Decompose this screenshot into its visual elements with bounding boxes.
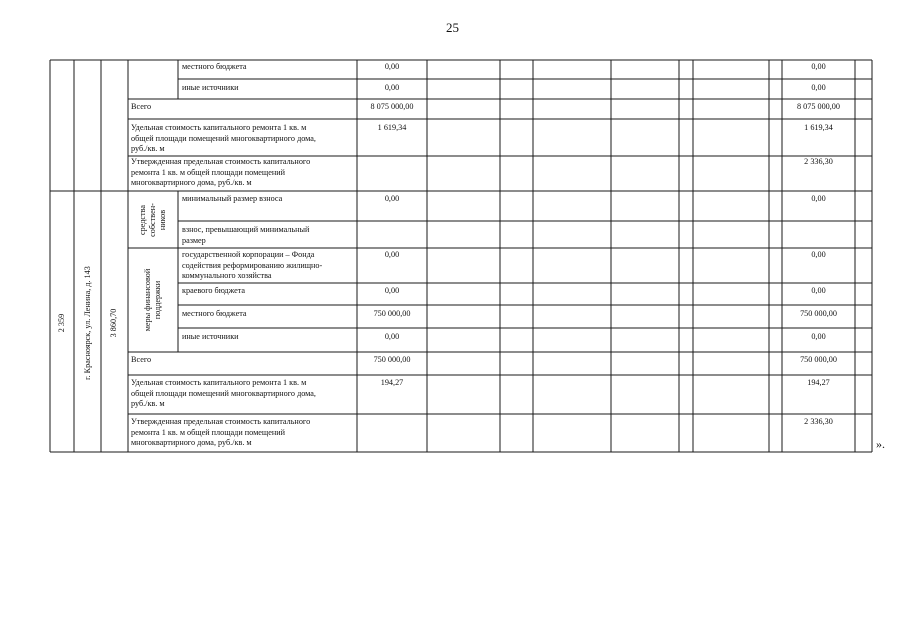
b1-total-value: 8 075 000,00 bbox=[370, 102, 414, 111]
b2-total-value: 750 000,00 bbox=[373, 355, 411, 364]
b2-support-row4-label: иные источники bbox=[182, 332, 239, 341]
b2-unit-cost-label: Удельная стоимость капитального ремонта 1 кв. м общей площади помещений многоквартирного дома, руб./кв. м bbox=[131, 378, 316, 408]
b2-limit-cost-label: Утвержденная предельная стоимость капитального ремонта 1 кв. м общей площади помещений многоквартирного дома, руб./кв. м bbox=[131, 417, 311, 447]
b2-support-row3-last: 750 000,00 bbox=[800, 309, 837, 318]
object-address: г. Красноярск, ул. Ленина, д. 143 bbox=[83, 266, 92, 380]
b1-limit-cost-label: Утвержденная предельная стоимость капитального ремонта 1 кв. м общей площади помещений многоквартирного дома, руб./кв. м bbox=[131, 157, 311, 187]
b1-row2-value: 0,00 bbox=[384, 83, 400, 92]
b1-limit-cost-last: 2 336,30 bbox=[804, 157, 833, 166]
b2-support-row1-label: государственной корпорации – Фонда содействия реформированию жилищно- коммунального хозяйства bbox=[182, 250, 323, 280]
b1-unit-cost-label: Удельная стоимость капитального ремонта 1 кв. м общей площади помещений многоквартирного дома, руб./кв. м bbox=[131, 123, 316, 153]
b2-support-row4-value: 0,00 bbox=[384, 332, 400, 341]
b2-unit-cost-last: 194,27 bbox=[807, 378, 830, 387]
b1-row1-label: местного бюджета bbox=[182, 62, 247, 71]
b2-unit-cost-value: 194,27 bbox=[380, 378, 404, 387]
b2-support-row3-label: местного бюджета bbox=[182, 309, 247, 318]
b2-support-row4-last: 0,00 bbox=[811, 332, 826, 341]
b2-owner-row2-label: взнос, превышающий минимальный размер bbox=[182, 225, 310, 245]
b2-owner-row1-last: 0,00 bbox=[811, 194, 826, 203]
b1-total-last: 8 075 000,00 bbox=[797, 102, 840, 111]
b1-unit-cost-value: 1 619,34 bbox=[377, 123, 407, 132]
b2-owner-row1-label: минимальный размер взноса bbox=[182, 194, 283, 203]
b2-support-row2-last: 0,00 bbox=[811, 286, 826, 295]
b1-row1-value: 0,00 bbox=[384, 62, 400, 71]
b2-owner-row1-value: 0,00 bbox=[384, 194, 400, 203]
support-group-label: меры финансовой поддержки bbox=[143, 268, 162, 332]
b1-row2-label: иные источники bbox=[182, 83, 239, 92]
b2-support-row2-value: 0,00 bbox=[384, 286, 400, 295]
page-number: 25 bbox=[446, 20, 459, 35]
b2-total-label: Всего bbox=[131, 355, 152, 364]
closing-quote-mark: ». bbox=[876, 437, 885, 451]
b1-unit-cost-last: 1 619,34 bbox=[804, 123, 833, 132]
object-area: 3 860,70 bbox=[109, 308, 118, 338]
b2-support-row1-last: 0,00 bbox=[811, 250, 826, 259]
owners-group-label: средства собствен- ников bbox=[138, 203, 167, 237]
b1-row2-last: 0,00 bbox=[811, 83, 826, 92]
b2-support-row2-label: краевого бюджета bbox=[182, 286, 246, 295]
b2-support-row1-value: 0,00 bbox=[384, 250, 400, 259]
b1-row1-last: 0,00 bbox=[811, 62, 826, 71]
b2-total-last: 750 000,00 bbox=[800, 355, 837, 364]
object-number: 2 359 bbox=[57, 313, 66, 333]
b2-support-row3-value: 750 000,00 bbox=[373, 309, 411, 318]
b2-limit-cost-last: 2 336,30 bbox=[804, 417, 833, 426]
b1-total-label: Всего bbox=[131, 102, 152, 111]
